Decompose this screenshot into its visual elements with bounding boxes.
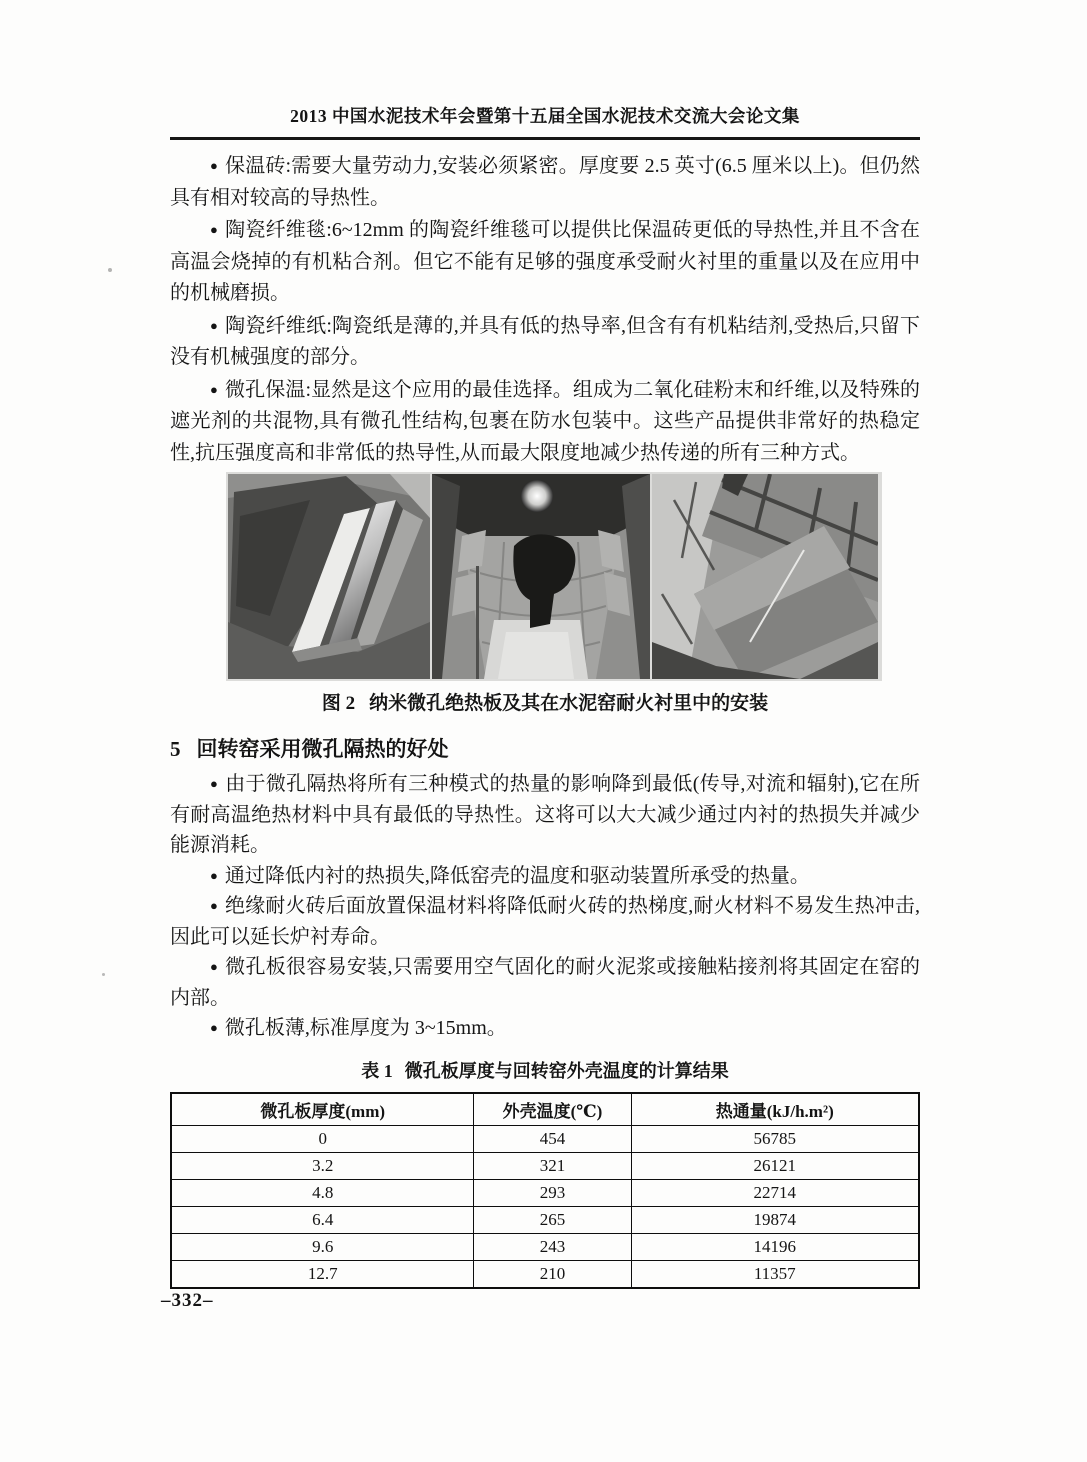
cell-heat-flux: 22714 [631, 1180, 919, 1207]
cell-shell-temp: 243 [474, 1234, 631, 1261]
table-row [171, 1261, 919, 1289]
bullet-icon: ● [210, 1020, 218, 1035]
paragraph-text: 微孔板薄,标准厚度为 3~15mm。 [224, 1017, 507, 1039]
bullet-icon: ● [210, 898, 218, 913]
cell-thickness: 3.2 [171, 1153, 474, 1180]
figure-caption-text: 纳米微孔绝热板及其在水泥窑耐火衬里中的安装 [369, 693, 769, 714]
cell-heat-flux: 19874 [631, 1207, 919, 1234]
table-row [171, 1126, 919, 1153]
table-label: 表 1 [361, 1061, 393, 1081]
cell-heat-flux: 11357 [631, 1261, 919, 1289]
paragraph-text: 保温砖:需要大量劳动力,安装必须紧密。厚度要 2.5 英寸(6.5 厘米以上)。但仍然具有相对较高的导热性。 [170, 155, 920, 209]
paragraph-text: 陶瓷纤维纸:陶瓷纸是薄的,并具有低的热导率,但含有有机粘结剂,受热后,只留下没有机械强度的部分。 [170, 314, 920, 368]
scan-artifact-dot [108, 268, 112, 272]
paragraph-text: 绝缘耐火砖后面放置保温材料将降低耐火砖的热梯度,耐火材料不易发生热冲击,因此可以延长炉衬寿命。 [170, 895, 920, 948]
paragraph [170, 310, 920, 374]
section-5 [170, 733, 920, 1044]
page-number: –332– [161, 1290, 214, 1311]
section-heading [170, 733, 920, 763]
results-table [170, 1092, 920, 1289]
header-rule [170, 137, 920, 140]
paragraph [170, 861, 920, 892]
paragraph [170, 1013, 920, 1044]
cell-shell-temp: 210 [474, 1261, 631, 1289]
page-header [170, 103, 920, 140]
cell-thickness: 12.7 [171, 1261, 474, 1289]
paragraph-text: 微孔板很容易安装,只需要用空气固化的耐火泥浆或接触粘接剂将其固定在窑的内部。 [170, 956, 921, 1009]
section-title: 回转窑采用微孔隔热的好处 [196, 737, 449, 761]
paragraph [170, 891, 920, 952]
paragraph [170, 952, 920, 1013]
column-header-shell-temp: 外壳温度(℃) [474, 1093, 631, 1126]
section-number: 5 [170, 737, 181, 761]
cell-thickness: 9.6 [171, 1234, 474, 1261]
paragraph-text: 由于微孔隔热将所有三种模式的热量的影响降到最低(传导,对流和辐射),它在所有耐高温绝热材料中具有最低的导热性。这将可以大大减少通过内衬的热损失并减少能源消耗。 [170, 773, 920, 856]
bullet-icon: ● [210, 158, 219, 173]
table-row [171, 1180, 919, 1207]
bullet-icon: ● [210, 776, 219, 791]
kiln-interior-installation-photo [432, 474, 650, 679]
table-row [171, 1207, 919, 1234]
bullet-icon: ● [210, 867, 218, 883]
figure-label: 图 2 [321, 693, 356, 714]
cell-shell-temp: 321 [474, 1153, 631, 1180]
cell-shell-temp: 265 [474, 1207, 631, 1234]
cell-thickness: 4.8 [171, 1180, 474, 1207]
bullet-icon: ● [210, 959, 219, 974]
paragraph [170, 150, 920, 214]
refractory-brick-lining-photo [652, 474, 878, 679]
figure-photos-row [226, 472, 882, 681]
cell-heat-flux: 56785 [631, 1126, 919, 1153]
table-title [170, 1057, 920, 1083]
paragraph-text: 通过降低内衬的热损失,降低窑壳的温度和驱动装置所承受的热量。 [224, 864, 810, 887]
table-title-text: 微孔板厚度与回转窑外壳温度的计算结果 [404, 1061, 729, 1081]
table-row [171, 1234, 919, 1261]
bullet-icon: ● [210, 317, 219, 333]
microporous-insulation-panels-photo [228, 474, 430, 679]
cell-thickness: 0 [171, 1126, 474, 1153]
paragraph [170, 214, 920, 310]
paragraph [170, 769, 920, 861]
bullet-icon: ● [210, 222, 219, 237]
figure-caption [170, 688, 920, 715]
bullet-icon: ● [210, 381, 218, 397]
table-1-block [170, 1057, 920, 1289]
paragraph-text: 陶瓷纤维毯:6~12mm 的陶瓷纤维毯可以提供比保温砖更低的导热性,并且不含在高温会烧掉的有机粘合剂。但它不能有足够的强度承受耐火衬里的重量以及在应用中的机械磨损。 [170, 219, 920, 304]
column-header-heat-flux: 热通量(kJ/h.m²) [631, 1093, 919, 1126]
cell-heat-flux: 26121 [631, 1153, 919, 1180]
cell-shell-temp: 293 [474, 1180, 631, 1207]
cell-heat-flux: 14196 [631, 1234, 919, 1261]
section-paragraphs [170, 769, 920, 1044]
proceedings-title: 2013 中国水泥技术年会暨第十五届全国水泥技术交流大会论文集 [290, 106, 800, 126]
paragraph-text: 微孔保温:显然是这个应用的最佳选择。组成为二氧化硅粉末和纤维,以及特殊的遮光剂的共混物,具有微孔性结构,包裹在防水包装中。这些产品提供非常好的热稳定性,抗压强度高和非常低的热导性,从而最大限度地减少热传递的所有三种方式。 [170, 378, 920, 464]
intro-paragraphs [170, 150, 920, 469]
cell-shell-temp: 454 [474, 1126, 631, 1153]
figure-2 [170, 472, 920, 715]
cell-thickness: 6.4 [171, 1207, 474, 1234]
paragraph [170, 374, 920, 470]
table-header-row [171, 1093, 919, 1126]
table-row [171, 1153, 919, 1180]
scan-artifact-dot [102, 973, 105, 976]
column-header-thickness: 微孔板厚度(mm) [171, 1093, 474, 1126]
